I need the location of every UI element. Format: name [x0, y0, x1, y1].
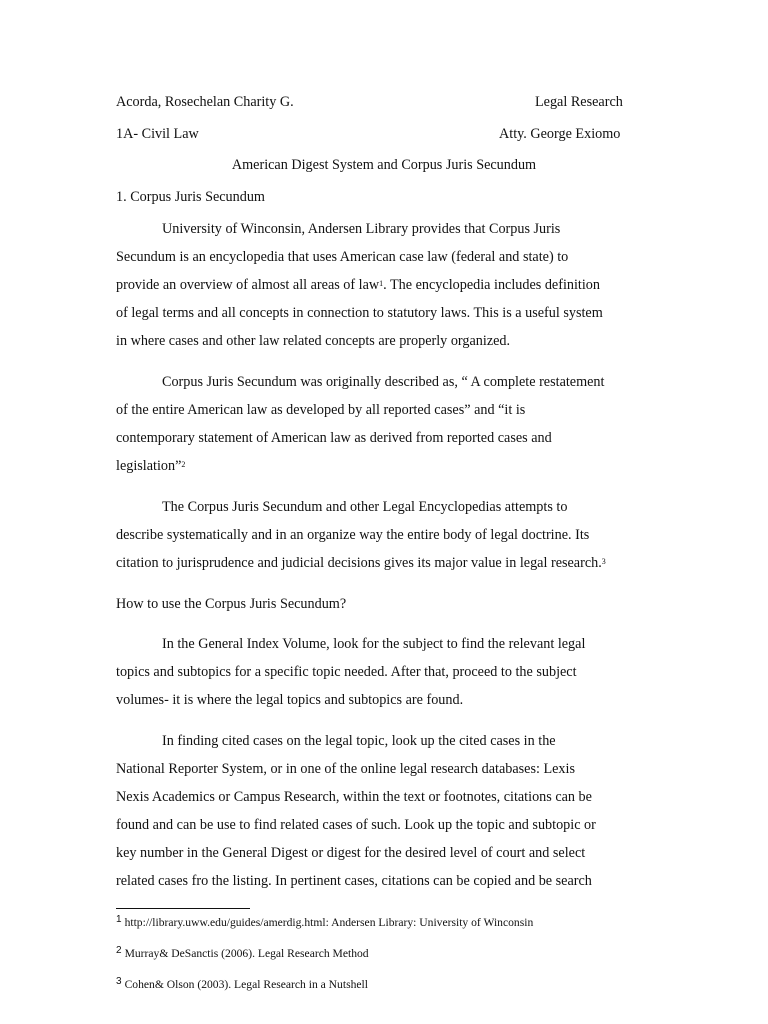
paragraph-1-text: . The encyclopedia includes definition [383, 277, 600, 293]
paragraph-5-line: National Reporter System, or in one of the online legal research databases: Lexis [116, 761, 575, 777]
paragraph-5-line: related cases fro the listing. In pertinent cases, citations can be copied and be search [116, 873, 592, 889]
course-subject: Legal Research [535, 94, 623, 110]
footnote-text: Murray& DeSanctis (2006). Legal Research Method [124, 947, 369, 960]
footnote-ref-1: 1 [379, 279, 384, 288]
document-title: American Digest System and Corpus Juris Secundum [231, 157, 537, 173]
paragraph-1-line [116, 276, 600, 294]
paragraph-3-text: citation to jurisprudence and judicial decisions gives its major value in legal research. [116, 555, 602, 571]
paragraph-5-line: key number in the General Digest or digest for the desired level of court and select [116, 845, 586, 861]
footnote-ref-2: 2 [181, 460, 186, 469]
footnote-text: http://library.uww.edu/guides/amerdig.html: Andersen Library: University of Winconsin [124, 916, 534, 929]
paragraph-4-line: volumes- it is where the legal topics and subtopics are found. [116, 692, 464, 708]
paragraph-1-line: University of Winconsin, Andersen Library provides that Corpus Juris [162, 221, 561, 237]
footnote-number: 3 [116, 976, 122, 987]
footnote-text: Cohen& Olson (2003). Legal Research in a Nutshell [124, 978, 368, 991]
paragraph-2-line: of the entire American law as developed by all reported cases” and “it is [116, 402, 526, 418]
paragraph-1-line: in where cases and other law related concepts are properly organized. [116, 333, 511, 349]
footnote-number: 2 [116, 945, 122, 956]
subsection-heading: How to use the Corpus Juris Secundum? [116, 596, 347, 612]
paragraph-3-line [116, 554, 606, 572]
paragraph-4-line: topics and subtopics for a specific topic needed. After that, proceed to the subject [116, 664, 577, 680]
paragraph-3-line: describe systematically and in an organize way the entire body of legal doctrine. Its [116, 527, 590, 543]
class-section: 1A- Civil Law [116, 126, 199, 142]
paragraph-1-line: Secundum is an encyclopedia that uses American case law (federal and state) to [116, 249, 569, 265]
paragraph-5-line: found and can be use to find related cases of such. Look up the topic and subtopic or [116, 817, 596, 833]
paragraph-5-line: Nexis Academics or Campus Research, within the text or footnotes, citations can be [116, 789, 592, 805]
paragraph-1-line: of legal terms and all concepts in connection to statutory laws. This is a useful system [116, 305, 603, 321]
author-name: Acorda, Rosechelan Charity G. [116, 94, 294, 110]
footnote-ref-3: 3 [601, 557, 606, 566]
paragraph-5-line: In finding cited cases on the legal topic, look up the cited cases in the [162, 733, 556, 749]
footnote-divider [116, 908, 250, 909]
paragraph-3-line: The Corpus Juris Secundum and other Legal Encyclopedias attempts to [162, 499, 568, 515]
footnote-number: 1 [116, 914, 122, 925]
instructor-name: Atty. George Exiomo [499, 126, 621, 142]
paragraph-4-line: In the General Index Volume, look for the subject to find the relevant legal [162, 636, 586, 652]
footnote-1 [116, 915, 533, 931]
footnote-2 [116, 946, 369, 962]
paragraph-2-line: contemporary statement of American law as derived from reported cases and [116, 430, 552, 446]
section-heading: 1. Corpus Juris Secundum [116, 189, 265, 205]
paragraph-2-text: legislation” [116, 458, 182, 474]
paragraph-2-line: Corpus Juris Secundum was originally described as, “ A complete restatement [162, 374, 605, 390]
paragraph-2-line [116, 457, 185, 475]
paragraph-1-text: provide an overview of almost all areas of law [116, 277, 380, 293]
footnote-3 [116, 977, 368, 993]
